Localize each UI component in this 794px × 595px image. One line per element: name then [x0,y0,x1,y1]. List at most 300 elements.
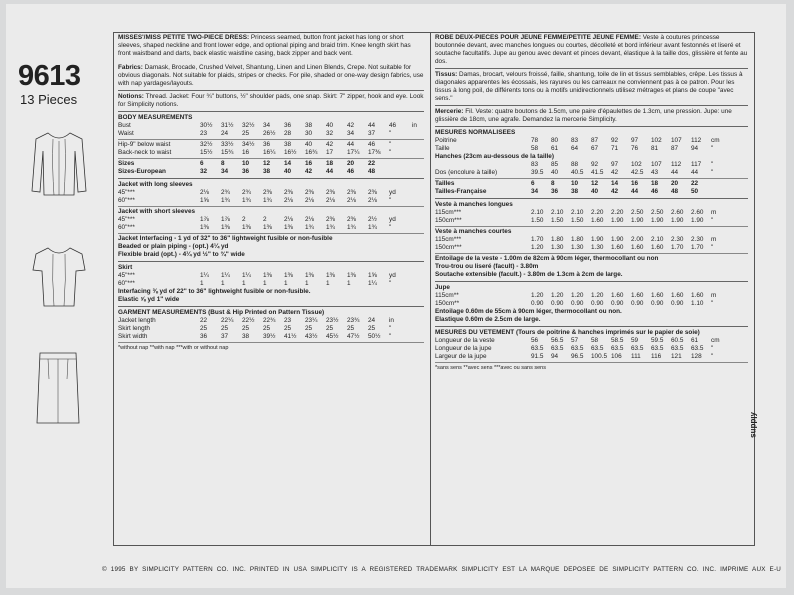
table-cell: 2.60 [671,209,684,216]
backneck-row [118,149,424,157]
table-cell: 92 [591,161,599,168]
table-cell: 1⅜ [242,224,251,231]
table-cell: " [711,217,714,224]
table-cell: 76 [631,145,639,152]
table-cell: 63.5 [691,345,704,352]
table-cell: 94 [691,145,699,152]
elastic-text: Elastic ⅝ yd 1" wide [118,296,180,303]
table-cell: 1⅜ [347,272,356,279]
skirt-45-row [118,272,424,280]
column-divider [430,32,431,545]
table-cell: cm [711,337,720,344]
table-cell: 44 [368,122,376,129]
table-cell: 36 [200,333,208,340]
table-cell: 0.90 [571,300,584,307]
fabrics-title: Fabrics: [118,64,143,71]
tailles-fr-row [435,188,748,196]
table-cell: 88 [571,161,579,168]
table-cell: 1⅜ [305,272,314,279]
table-cell: 18 [651,180,659,187]
table-cell: 38 [305,122,313,129]
copyright-footer: © 1995 BY SIMPLICITY PATTERN CO. INC. PRINTED IN USA SIMPLICITY IS A REGISTERED TRADEMARK SIMPLICITY EST LA MARQUE DEPOSEE DE SIMPLICITY PATTERN CO. INC. IMPRIME AUX E-U [102,566,781,573]
skirt-length-row [118,325,424,333]
table-cell: 56.5 [551,337,564,344]
table-cell: 22 [200,317,208,324]
table-cell: 44 [691,169,699,176]
row-label: Largeur de la jupe [435,353,487,360]
table-cell: 60.5 [671,337,684,344]
table-cell: 1¾ [221,197,230,204]
table-cell: 61 [551,145,559,152]
row-label: Dos (encolure à taille) [435,169,498,176]
interfacing-text: Jacket Interfacing - 1 yd of 32" to 36" lightweight fusible or non-fusible [118,235,333,242]
table-cell: 85 [551,161,559,168]
table-cell: 0.90 [611,300,624,307]
table-cell: 18 [326,160,334,167]
table-cell: 2.50 [631,209,644,216]
table-cell: 32½ [200,141,213,148]
table-cell: " [711,161,714,168]
table-cell: 42 [611,169,619,176]
table-cell: 1.60 [631,244,644,251]
table-cell: 2⅜ [326,216,335,223]
row-label: Hip-9" below waist [118,141,171,148]
row-label: Longueur de la veste [435,337,495,344]
table-cell: 1.10 [691,300,704,307]
table-cell: yd [389,189,396,196]
table-cell: 31½ [221,122,234,129]
table-cell: " [389,333,392,340]
table-cell: 1⅜ [284,272,293,279]
table-cell: 42.5 [631,169,644,176]
table-cell: 1 [347,280,351,287]
sizes-eu-row [118,168,424,176]
table-cell: 34 [531,188,539,195]
table-cell: 37 [221,333,229,340]
table-cell: 63.5 [551,345,564,352]
table-cell: 32 [326,130,334,137]
row-label: 45"*** [118,216,135,223]
table-cell: 0.90 [671,300,684,307]
jupe-115-row [435,292,748,300]
table-cell: 1.80 [571,236,584,243]
table-cell: 25 [284,325,292,332]
table-cell: 1¼ [242,272,251,279]
table-cell: 1.60 [651,244,664,251]
table-cell: 15½ [200,149,213,156]
table-cell: 0.90 [651,300,664,307]
table-cell: 87 [671,145,679,152]
table-cell: 1 [326,280,330,287]
table-cell: 2.10 [651,236,664,243]
row-label: Bust [118,122,131,129]
jacket-length-row [118,317,424,325]
row-label: 115cm*** [435,209,462,216]
table-cell: " [389,141,392,148]
row-label: Sizes-European [118,168,166,175]
table-cell: 1.90 [651,217,664,224]
vmc-title: Veste à manches courtes [435,228,512,235]
table-cell: 10 [571,180,579,187]
trou-text: Trou-trou ou liseré (facult) - 3.80m [435,263,539,270]
table-cell: 61 [691,337,699,344]
mesures-vetement-title: MESURES DU VETEMENT (Tours de poitrine & hanches imprimés sur le papier de soie) [435,329,700,336]
table-cell: 23¼ [305,317,318,324]
table-cell: 1.90 [611,217,624,224]
table-cell: 1 [221,280,225,287]
hanches-title: Hanches (23cm au-dessous de la taille) [435,153,554,160]
short-sleeves-title: Jacket with short sleeves [118,208,196,215]
desc-title: MISSES'/MISS PETITE TWO-PIECE DRESS: [118,34,250,41]
table-cell: 112 [691,137,702,144]
table-cell: 45½ [326,333,339,340]
pattern-envelope-back [6,4,786,588]
table-cell: 16¼ [263,149,276,156]
vml-115-row [435,209,748,217]
table-cell: 116 [651,353,662,360]
table-cell: 0.90 [591,300,604,307]
table-cell: 42 [326,141,334,148]
vmc-150-row [435,244,748,252]
table-cell: 48 [671,188,679,195]
table-cell: 1⅜ [221,224,230,231]
table-cell: 1.90 [671,217,684,224]
table-cell: 12 [263,160,271,167]
table-cell: 2⅛ [284,197,293,204]
table-cell: 0.90 [551,300,564,307]
table-cell: 1.70 [691,244,704,251]
table-cell: 71 [611,145,619,152]
table-cell: 63.5 [651,345,664,352]
table-cell: 58.5 [611,337,624,344]
table-cell: cm [711,137,720,144]
table-cell: " [711,169,714,176]
table-cell: 2.20 [591,209,604,216]
table-cell: 20 [347,160,355,167]
table-cell: 39½ [263,333,276,340]
table-cell: 40 [305,141,313,148]
table-cell: 1⅜ [263,224,272,231]
row-label: Tailles [435,180,455,187]
jacket-short-sleeve-sketch [28,244,90,310]
larg-jupe-row [435,353,748,361]
table-cell: 1 [284,280,288,287]
footnote-fr: *sans sens **avec sens ***avec ou sans sens [435,365,546,371]
table-cell: 42 [347,122,355,129]
table-cell: 34½ [242,141,255,148]
table-cell: " [389,280,392,287]
table-cell: 2⅜ [347,216,356,223]
table-cell: 2⅛ [284,216,293,223]
table-cell: 1¼ [368,280,377,287]
table-cell: " [389,224,392,231]
row-label: Skirt length [118,325,150,332]
vml-150-row [435,217,748,225]
bust-row [118,122,424,130]
table-cell: 25 [221,325,229,332]
mercerie-title: Mercerie: [435,108,464,115]
table-cell: 25 [242,130,250,137]
sizes-row [118,160,424,168]
table-cell: 121 [671,353,682,360]
table-cell: " [389,130,392,137]
table-cell: 1.50 [551,217,564,224]
table-cell: 1⅜ [200,224,209,231]
table-cell: 83 [571,137,579,144]
table-cell: 2½ [368,216,377,223]
table-cell: 36 [551,188,559,195]
table-cell: 63.5 [591,345,604,352]
notions-title: Notions: [118,93,144,100]
table-cell: 40 [591,188,599,195]
table-cell: 23½ [326,317,339,324]
table-cell: 38 [263,168,271,175]
jupe-title: Jupe [435,284,450,291]
table-cell: " [711,353,714,360]
piping-text: Beaded or plain piping - (opt.) 4¼ yd [118,243,229,250]
table-cell: m [711,236,717,243]
row-label: Back-neck to waist [118,149,172,156]
table-cell: 42 [305,168,313,175]
dos-row [435,169,748,177]
table-cell: 24 [221,130,229,137]
table-cell: 102 [631,161,642,168]
row-label: Poitrine [435,137,457,144]
table-cell: 23 [284,317,292,324]
table-cell: " [389,197,392,204]
table-cell: 1.60 [611,292,624,299]
table-cell: 97 [631,137,639,144]
table-cell: 16 [631,180,639,187]
row-label: 45"*** [118,272,135,279]
table-cell: 102 [651,137,662,144]
table-cell: 1.50 [531,217,544,224]
table-cell: 1.60 [631,292,644,299]
table-cell: 44 [326,168,334,175]
table-cell: 10 [242,160,250,167]
row-label: Skirt width [118,333,148,340]
long-sleeves-title: Jacket with long sleeves [118,181,193,188]
table-cell: 1.90 [691,217,704,224]
long-60-row [118,197,424,205]
table-cell: 107 [651,161,662,168]
table-cell: 40.5 [571,169,584,176]
table-cell: " [711,145,714,152]
table-cell: 1¾ [326,224,335,231]
row-label: Taille [435,145,450,152]
table-cell: 32 [200,168,208,175]
table-cell: 43½ [305,333,318,340]
tissus-title: Tissus: [435,71,458,78]
footnote: *without nap **with nap ***with or without nap [118,345,229,351]
table-cell: m [711,292,717,299]
table-cell: 59.5 [651,337,664,344]
table-cell: 34 [347,130,355,137]
table-cell: 16¾ [305,149,318,156]
table-cell: 22 [368,160,376,167]
table-cell: 2.50 [651,209,664,216]
table-cell: 37 [368,130,376,137]
table-cell: 128 [691,353,702,360]
table-cell: yd [389,272,396,279]
table-cell: 58 [531,145,539,152]
table-cell: 2⅜ [326,189,335,196]
table-cell: 1⅜ [284,224,293,231]
row-label: Jacket length [118,317,156,324]
table-cell: 96.5 [571,353,584,360]
table-cell: 40 [326,122,334,129]
table-cell: 63.5 [611,345,624,352]
tissus-text: Damas, brocart, velours froissé, faille, shantung, toile de lin et tissus semblables, crêpe. Les tissus à diagonales apparentes les écossais, les rayures ou les carreaux ne conviennent pas à ce patron. Pour les tissus à long poil, de différents tons ou à motifs unidirectionnels utilisez métrages et plans de coupe "avec sens." [435,71,743,102]
side-text: ʎlddns [749,412,758,438]
table-cell: 22¾ [263,317,276,324]
table-cell: 1 [263,280,267,287]
table-cell: 2⅜ [305,189,314,196]
table-cell: 44 [347,141,355,148]
table-cell: 1.70 [671,244,684,251]
elastique-text: Elastique 0.60m de 2.5cm de large. [435,316,541,323]
table-cell: 94 [551,353,559,360]
table-cell: 87 [591,137,599,144]
mercerie-text: Fil. Veste: quatre boutons de 1.5cm, une paire d'épaulettes de 1.3cm, une pression. Jupe: une glissière de 18cm, une agrafe. Demandez la mercerie Simplicity. [435,108,732,123]
table-cell: 25 [368,325,376,332]
table-cell: 15¾ [221,149,234,156]
table-cell: 2¾ [221,189,230,196]
table-cell: 83 [531,161,539,168]
table-cell: yd [389,216,396,223]
waist-row [118,130,424,138]
table-cell: 58 [591,337,599,344]
table-cell: 24 [368,317,376,324]
table-cell: 1.20 [571,292,584,299]
table-cell: 1.90 [611,236,624,243]
table-cell: 81 [651,145,659,152]
table-cell: 1.30 [551,244,564,251]
table-cell: 32½ [242,122,255,129]
vml-title: Veste à manches longues [435,201,513,208]
table-cell: 1.90 [591,236,604,243]
table-cell: 56 [531,337,539,344]
skirt-sketch [30,349,86,427]
table-cell: 63.5 [631,345,644,352]
long-45-row [118,189,424,197]
table-cell: 2 [242,216,246,223]
table-cell: 16 [305,160,313,167]
table-cell: " [711,345,714,352]
table-cell: 1.20 [591,292,604,299]
table-cell: 2 [263,216,267,223]
long-veste-row [435,337,748,345]
table-cell: 1 [242,280,246,287]
table-cell: 1 [305,280,309,287]
table-cell: 117 [691,161,702,168]
table-cell: 22¼ [221,317,234,324]
table-cell: 2.10 [551,209,564,216]
table-cell: 44 [671,169,679,176]
table-cell: 67 [591,145,599,152]
row-label: 60"*** [118,197,135,204]
tailles-row [435,180,748,188]
garment-measurements-title: GARMENT MEASUREMENTS (Bust & Hip Printed on Pattern Tissue) [118,309,325,316]
table-cell: in [389,317,394,324]
table-cell: 30 [305,130,313,137]
table-cell: 2⅛ [200,189,209,196]
table-cell: 2.10 [531,209,544,216]
hip-row [118,141,424,149]
piece-count: 13 Pieces [20,92,78,107]
table-cell: 1.60 [671,292,684,299]
table-cell: 57 [571,337,579,344]
table-cell: 2⅜ [284,189,293,196]
table-cell: 25 [326,325,334,332]
table-cell: 1¾ [242,197,251,204]
pattern-number: 9613 [18,60,81,92]
table-cell: 63.5 [531,345,544,352]
table-cell: 41.5 [591,169,604,176]
entoilage-text: Entoilage de la veste - 1.00m de 82cm à 90cm léger, thermocollant ou non [435,255,659,262]
jupe-150-row [435,300,748,308]
table-cell: 100.5 [591,353,607,360]
table-cell: 36 [242,168,250,175]
table-cell: 46 [389,122,397,129]
row-label: Sizes [118,160,135,167]
table-cell: 1.20 [531,292,544,299]
table-cell: 17⅜ [368,149,381,156]
row-label: 60"*** [118,224,135,231]
table-cell: 1.20 [551,292,564,299]
desc-text-fr: Veste à coutures princesse boutonnée devant, avec manches longues ou courtes, décolleté et bord inférieur avant festonnés et liseré et soutache facultatifs. Jupe au genou avec devant et pinces devant, élastique à la taille dos, glissière et fente au dos. [435,34,748,65]
table-cell: 59 [631,337,639,344]
table-cell: 1¾ [347,224,356,231]
table-cell: 2¾ [242,189,251,196]
table-cell: 91.5 [531,353,544,360]
table-cell: 1.60 [691,292,704,299]
table-cell: 16 [242,149,250,156]
table-cell: 2.60 [691,209,704,216]
table-cell: 43 [651,169,659,176]
row-label: 45"*** [118,189,135,196]
table-cell: 38 [242,333,250,340]
table-cell: 1.30 [571,244,584,251]
table-cell: 46 [347,168,355,175]
table-cell: 2.00 [631,236,644,243]
table-cell: 1⅜ [326,272,335,279]
table-cell: 25 [200,325,208,332]
table-cell: 39.5 [531,169,544,176]
row-label: Longueur de la jupe [435,345,492,352]
table-cell: 0.90 [531,300,544,307]
table-cell: 1.30 [591,244,604,251]
jacket-long-sleeve-sketch [28,129,90,201]
table-cell: 63.5 [671,345,684,352]
table-cell: 38 [571,188,579,195]
vmc-115-row [435,236,748,244]
table-cell: 28 [284,130,292,137]
table-cell: 23¾ [347,317,360,324]
table-cell: 14 [611,180,619,187]
table-cell: 92 [611,137,619,144]
short-60-row [118,224,424,232]
table-cell: 2⅛ [326,197,335,204]
table-cell: 42 [611,188,619,195]
table-cell: 36 [284,122,292,129]
table-cell: 6 [200,160,204,167]
table-cell: 40 [284,168,292,175]
table-cell: 78 [531,137,539,144]
table-cell: 50 [691,188,699,195]
table-cell: 2⅛ [347,197,356,204]
table-cell: 47½ [347,333,360,340]
